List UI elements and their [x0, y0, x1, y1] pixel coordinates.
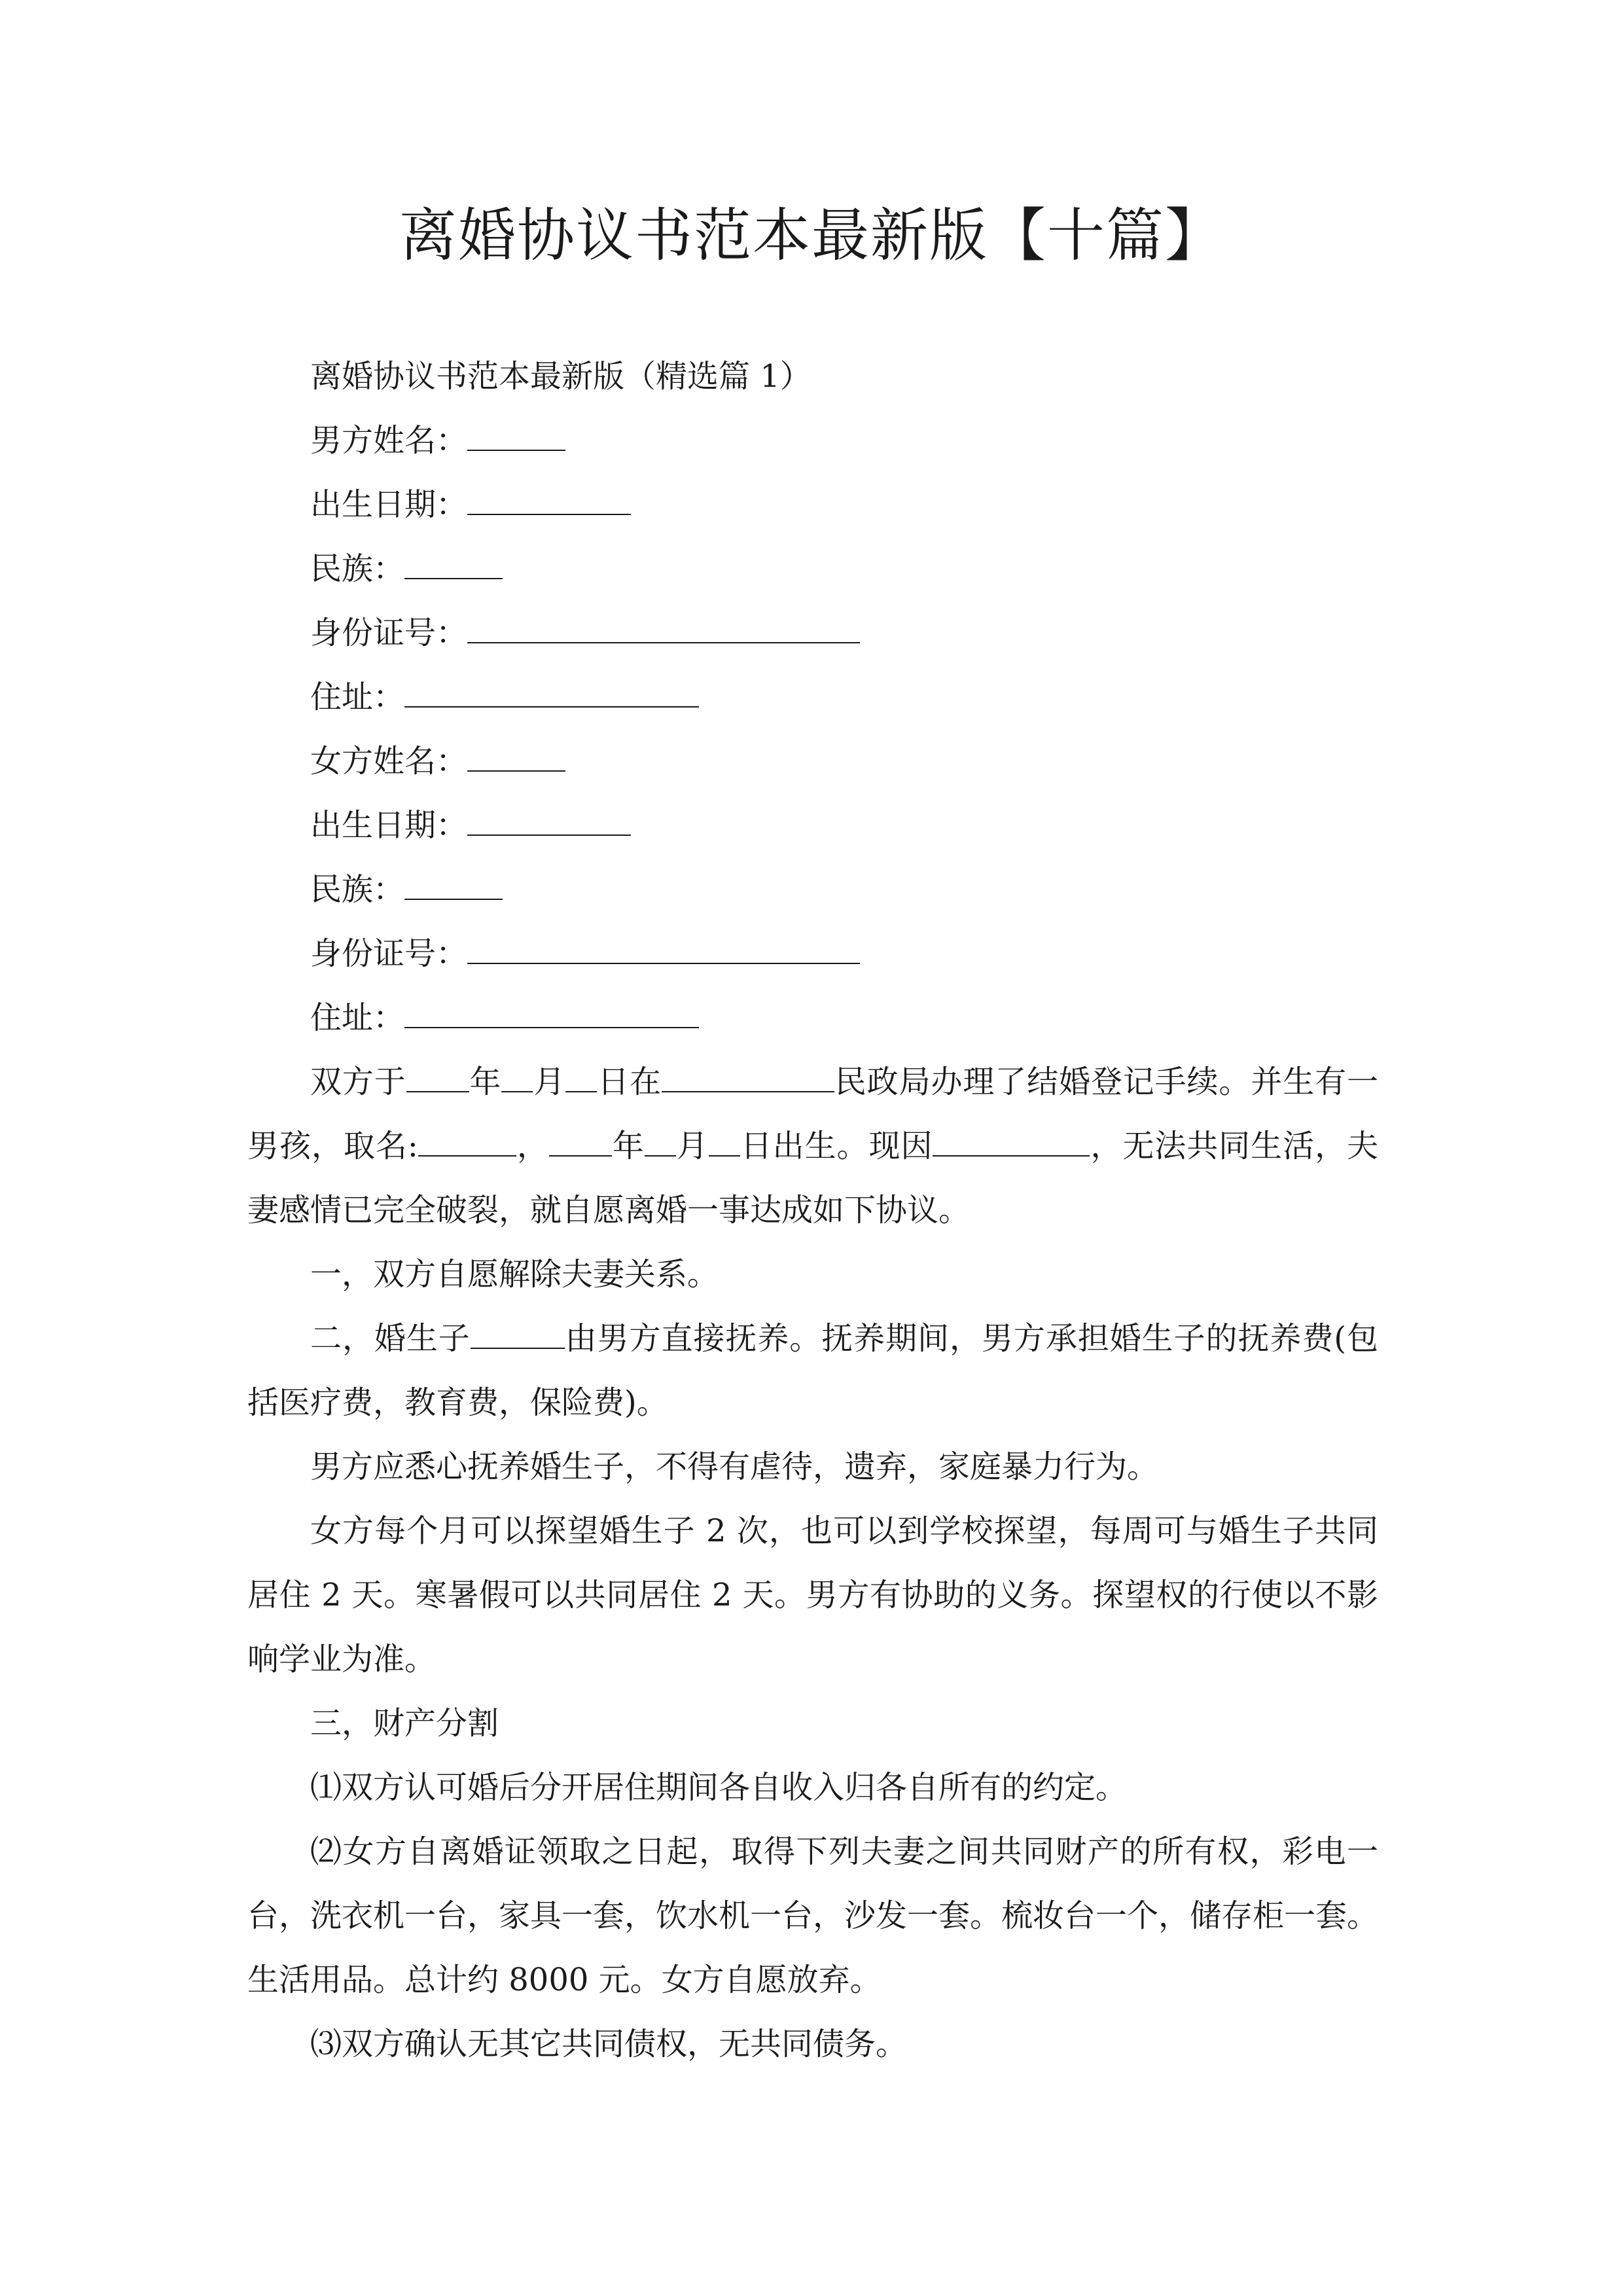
marriage-text-3: ，: [516, 1128, 549, 1164]
marriage-day-blank: [565, 1062, 597, 1092]
clause-2-visitation: 女方每个月可以探望婚生子 2 次，也可以到学校探望，每周可与婚生子共同居住 2 天。寒暑假可以共同居住 2 天。男方有协助的义务。探望权的行使以不影响学业为准。: [247, 1513, 1378, 1677]
male-id-row: [247, 601, 1378, 665]
section-heading: 离婚协议书范本最新版（精选篇 1）: [310, 358, 812, 395]
male-address-label: 住址：: [310, 679, 405, 715]
female-birth-blank: [467, 806, 631, 836]
female-address-blank: [404, 998, 699, 1028]
reason-blank: [933, 1126, 1090, 1157]
marriage-text-4: ，无法共同生活，夫妻感情已完全破裂，就自愿离婚一事达成如下协议。: [247, 1128, 1378, 1229]
child-birth-day-blank: [709, 1126, 740, 1157]
child-birth-year-blank: [549, 1126, 612, 1157]
female-ethnicity-row: [247, 857, 1378, 922]
male-id-blank: [467, 613, 860, 643]
male-birth-row: [247, 473, 1378, 537]
clause-3-item-2: ⑵女方自离婚证领取之日起，取得下列夫妻之间共同财产的所有权，彩电一台，洗衣机一台，家具一套，饮水机一台，沙发一套。梳妆台一个，储存柜一套。生活用品。总计约 8000 元。女方自愿放弃。: [247, 1833, 1379, 1998]
male-birth-label: 出生日期：: [310, 486, 468, 523]
document-body: [247, 344, 1378, 2076]
marriage-text-2: 民政局办理了结婚登记手续。并生有一男孩，取名:: [247, 1064, 1378, 1164]
male-name-row: [247, 408, 1378, 473]
clause-2-care: 男方应悉心抚养婚生子，不得有虐待，遗弃，家庭暴力行为。: [310, 1448, 1159, 1485]
male-address-row: [247, 665, 1378, 729]
document-title: 离婚协议书范本最新版【十篇】: [399, 202, 1224, 269]
male-name-blank: [467, 421, 565, 451]
male-id-label: 身份证号：: [310, 615, 468, 651]
male-ethnicity-blank: [404, 549, 503, 579]
child-month-label: 月: [675, 1128, 709, 1164]
marriage-month-label: 月: [533, 1064, 566, 1100]
female-name-blank: [467, 742, 565, 772]
marriage-year-blank: [406, 1062, 469, 1092]
female-address-label: 住址：: [310, 999, 405, 1036]
clause-2-text-b: 由男方直接抚养。抚养期间，男方承担婚生子的抚养费(包括医疗费，教育费，保险费)。: [247, 1320, 1378, 1421]
female-ethnicity-blank: [404, 870, 503, 900]
female-birth-label: 出生日期：: [310, 807, 468, 844]
male-birth-blank: [467, 485, 631, 515]
female-ethnicity-label: 民族：: [310, 871, 405, 908]
female-birth-row: [247, 793, 1378, 857]
child-birth-month-blank: [645, 1126, 676, 1157]
clause-1: 一，双方自愿解除夫妻关系。: [310, 1256, 719, 1293]
female-name-row: [247, 729, 1378, 793]
marriage-year-label: 年: [469, 1064, 502, 1100]
clause-3-item-3: ⑶双方确认无其它共同债权，无共同债务。: [310, 2026, 908, 2062]
male-name-label: 男方姓名：: [310, 422, 468, 459]
male-address-blank: [404, 677, 699, 708]
marriage-text-1: 双方于: [310, 1064, 406, 1100]
child-blank: [471, 1319, 565, 1349]
registry-office-blank: [662, 1062, 834, 1092]
female-id-blank: [467, 934, 860, 964]
child-name-blank: [418, 1126, 516, 1157]
female-name-label: 女方姓名：: [310, 743, 468, 780]
clause-3-heading: 三，财产分割: [310, 1705, 499, 1742]
marriage-day-label: 日在: [597, 1064, 662, 1100]
marriage-paragraph: [247, 1050, 1378, 1242]
clause-2: [247, 1306, 1378, 1435]
female-address-row: [247, 986, 1378, 1050]
female-id-row: [247, 922, 1378, 986]
child-year-label: 年: [611, 1128, 645, 1164]
clause-2-text-a: 二，婚生子: [310, 1320, 471, 1357]
male-ethnicity-row: [247, 537, 1378, 601]
clause-3-item-1: ⑴双方认可婚后分开居住期间各自收入归各自所有的约定。: [310, 1769, 1128, 1806]
child-day-label: 日出生。现因: [740, 1128, 933, 1164]
female-id-label: 身份证号：: [310, 935, 468, 972]
marriage-month-blank: [501, 1062, 533, 1092]
male-ethnicity-label: 民族：: [310, 550, 405, 587]
